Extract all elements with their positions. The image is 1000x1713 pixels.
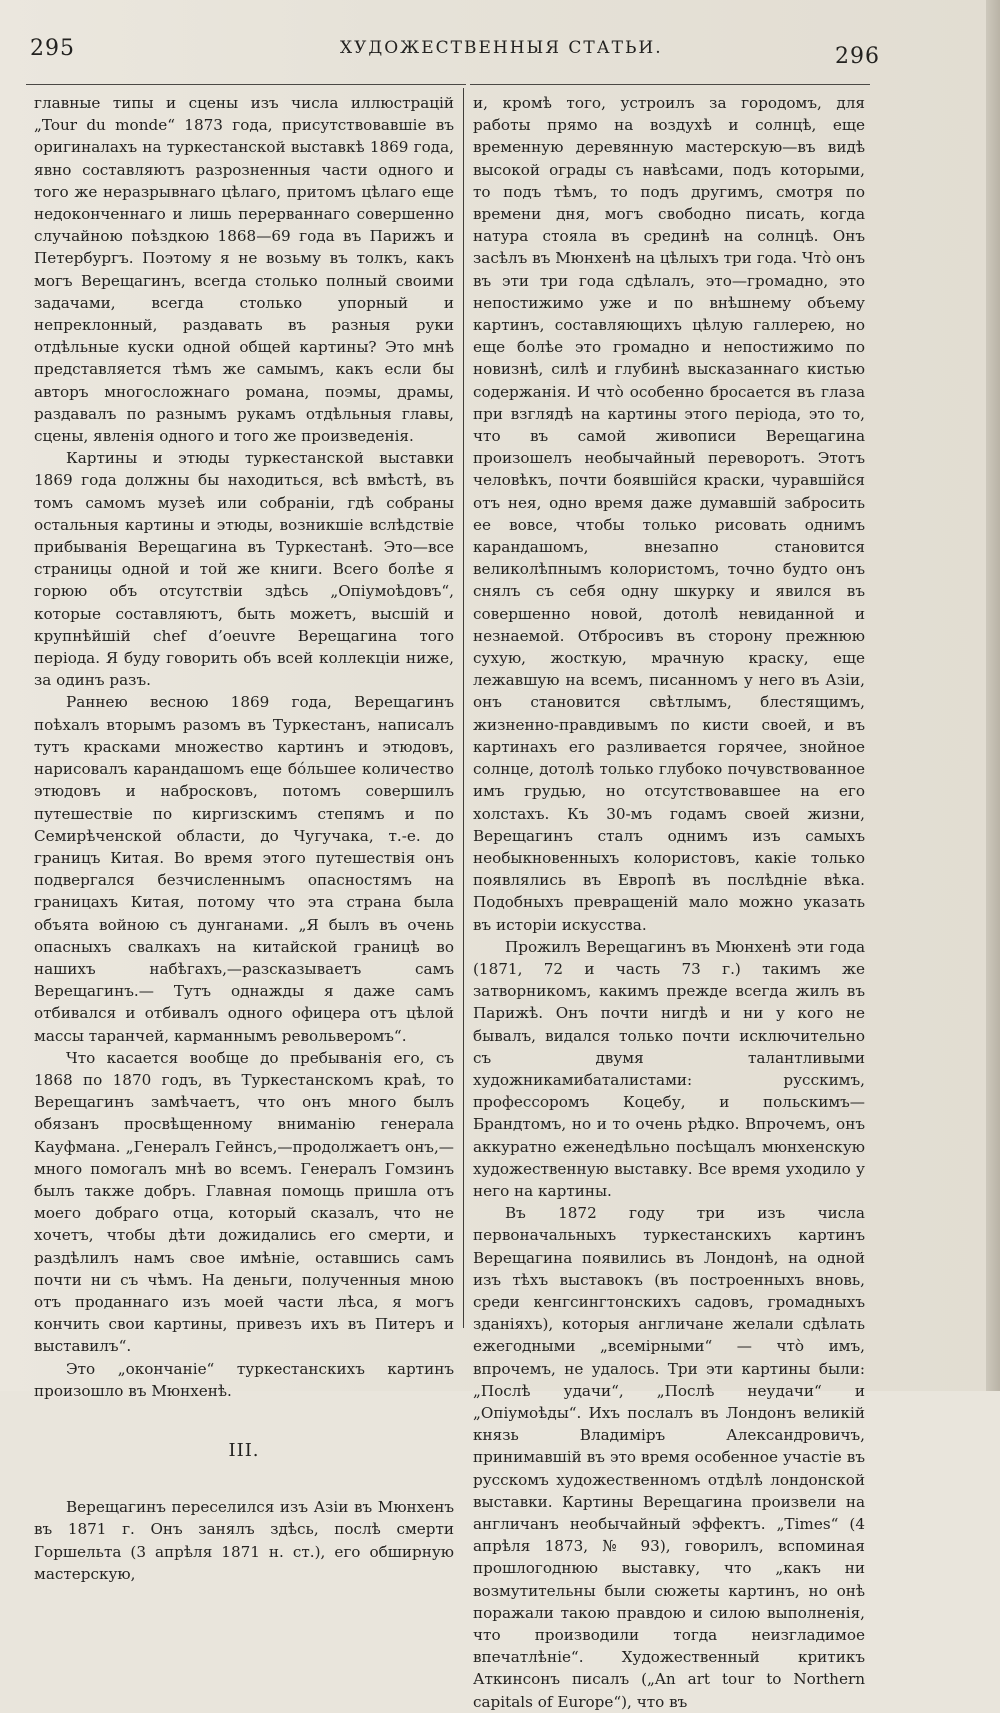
paragraph: Это „окончаніе“ туркестанскихъ картинъ произошло въ Мюнхенѣ. [34, 1359, 454, 1400]
paragraph: Верещагинъ переселился изъ Азіи въ Мюнхенъ въ 1871 г. Онъ занялъ здѣсь, послѣ смерти Горшельта (3 апрѣля 1871 н. ст.), его обширную мастерскую, [34, 1498, 454, 1583]
paragraph: Раннею весною 1869 года, Верещагинъ поѣхалъ вторымъ разомъ въ Туркестанъ, написалъ тутъ красками множество картинъ и этюдовъ, нарисовалъ карандашомъ еще бóльшее количество этюдовъ и набросковъ, потомъ совершилъ путешествіе по киргизскимъ степямъ и по Семирѣченской области, до Чугучака, т.-е. до границъ Китая. Во время этого путешествія онъ подвергался безчисленнымъ опасностямъ на границахъ Китая, потому что эта страна была объята войною съ дунганами. „Я былъ въ очень опасныхъ свалкахъ на китайской границѣ во нашихъ набѣгахъ,—разсказываетъ самъ Верещагинъ.— Тутъ однажды я даже самъ отбивался и отбивалъ одного офицера отъ цѣлой массы таранчей, карманнымъ револьверомъ“. [34, 693, 454, 1045]
header-rule-left [26, 84, 466, 85]
paragraph: главные типы и сцены изъ числа иллюстрацій „Tour du monde“ 1873 года, присутствовавшіе въ оригиналахъ на туркестанской выставкѣ 1869 года, явно составляютъ разрозненныя части одного и того же неразрывнаго цѣлаго, притомъ цѣлаго еще недоконченнаго и лишь перерваннаго совершенно случайною поѣздкою 1868—69 года въ Парижъ и Петербургъ. Поэтому я не возьму въ толкъ, какъ могъ Верещагинъ, всегда столько полный своими задачами, всегда столько упорный и непреклонный, раздавать въ разныя руки отдѣльные куски одной общей картины? Это мнѣ представляется тѣмъ же самымъ, какъ если бы авторъ многосложнаго романа, поэмы, драмы, раздавалъ по разнымъ рукамъ отдѣльныя главы, сцены, явленія одного и того же произведенія. [34, 94, 454, 446]
page-edge [986, 0, 1000, 1391]
running-title: ХУДОЖЕСТВЕННЫЯ СТАТЬИ. [340, 38, 663, 58]
section-heading: III. [228, 1439, 260, 1461]
page-number-right: 296 [835, 44, 880, 69]
left-column [34, 92, 454, 1585]
right-column [473, 92, 865, 1713]
paragraph: Въ 1872 году три изъ числа первоначальныхъ туркестанскихъ картинъ Верещагина появились въ Лондонѣ, на одной изъ тѣхъ выставокъ (въ построенныхъ вновь, среди кенгсингтонскихъ садовъ, громадныхъ зданіяхъ), которыя англичане желали сдѣлать ежегодными „всемірными“ — чтò имъ, впрочемъ, не удалось. Три эти картины были: „Послѣ удачи“, „Послѣ неудачи“ и „Опіумоѣды“. Ихъ послалъ въ Лондонъ великій князь Владиміръ Александровичъ, принимавшій въ это время особенное участіе въ русскомъ художественномъ отдѣлѣ лондонской выставки. Картины Верещагина произвели на англичанъ необычайный эффектъ. „Times“ (4 апрѣля 1873, № 93), говорилъ, вспоминая прошлогоднюю выставку, что „какъ ни возмутительны были сюжеты картинъ, но онѣ поражали такою правдою и силою выполненія, что производили тогда неизгладимое впечатлѣніе“. Художественный критикъ Аткинсонъ писалъ („An art tour to Northern capitals of Europe“), что въ [473, 1204, 865, 1711]
paragraph: Картины и этюды туркестанской выставки 1869 года должны бы находиться, всѣ вмѣстѣ, въ томъ самомъ музеѣ или собраніи, гдѣ собраны остальныя картины и этюды, возникшіе вслѣдствіе прибыванія Верещагина въ Туркестанѣ. Это—все страницы одной и той же книги. Всего болѣе я горюю объ отсутствіи здѣсь „Опіумоѣдовъ“, которые составляютъ, быть можетъ, высшій и крупнѣйшій chef d’oeuvre Верещагина того періода. Я буду говорить объ всей коллекціи ниже, за одинъ разъ. [34, 449, 454, 690]
column-divider [463, 88, 464, 1328]
header-rule-right [470, 84, 870, 85]
paragraph: Прожилъ Верещагинъ въ Мюнхенѣ эти года (1871, 72 и часть 73 г.) такимъ же затворникомъ, какимъ прежде всегда жилъ въ Парижѣ. Онъ почти нигдѣ и ни у кого не бывалъ, видался только почти исключительно съ двумя талантливыми художникамибаталистами: русскимъ, профессоромъ Коцебу, и польскимъ—Брандтомъ, но и то очень рѣдко. Впрочемъ, онъ аккуратно еженедѣльно посѣщалъ мюнхенскую художественную выставку. Все время уходило у него на картины. [473, 937, 865, 1200]
page-number-left: 295 [30, 36, 75, 61]
paragraph: и, кромѣ того, устроилъ за городомъ, для работы прямо на воздухѣ и солнцѣ, еще временную деревянную мастерскую—въ видѣ высокой ограды съ навѣсами, подъ которыми, то подъ тѣмъ, то подъ другимъ, смотря по времени дня, могъ свободно писать, когда натура стояла въ срединѣ на солнцѣ. Онъ засѣлъ въ Мюнхенѣ на цѣлыхъ три года. Чтò онъ въ эти три года сдѣлалъ, это—громадно, это непостижимо уже и по внѣшнему объему картинъ, составляющихъ цѣлую галлерею, но еще болѣе это громадно и непостижимо по новизнѣ, силѣ и глубинѣ высказаннаго кистью содержанія. И чтò особенно бросается въ глаза при взглядѣ на картины этого періода, это то, что въ самой живописи Верещагина произошелъ необычайный переворотъ. Этотъ человѣкъ, почти боявшійся краски, чуравшійся отъ нея, одно время даже думавшій забросить ее вовсе, чтобы только рисовать однимъ карандашомъ, внезапно становится великолѣпнымъ колористомъ, точно будто онъ снялъ съ себя одну шкурку и явился въ совершенно новой, дотолѣ невиданной и незнаемой. Отбросивъ въ сторону прежнюю сухую, жосткую, мрачную краску, еще лежавшую на всемъ, писанномъ у него въ Азіи, онъ становится свѣтлымъ, блестящимъ, жизненно-правдивымъ по кисти своей, и въ картинахъ его разливается горячее, знойное солнце, дотолѣ только глубоко почувствованное имъ грудью, но отсутствовавшее на его холстахъ. Къ 30-мъ годамъ своей жизни, Верещагинъ сталъ однимъ изъ самыхъ необыкновенныхъ колористовъ, какіе только появлялись въ Европѣ въ послѣдніе вѣка. Подобныхъ превращеній мало можно указать въ исторіи искусства. [473, 94, 865, 934]
paragraph: Что касается вообще до пребыванія его, съ 1868 по 1870 годъ, въ Туркестанскомъ краѣ, то Верещагинъ замѣчаетъ, что онъ много былъ обязанъ просвѣщенному вниманію генерала Кауфмана. „Генералъ Гейнсъ,—продолжаетъ онъ,—много помогалъ мнѣ во всемъ. Генералъ Гомзинъ былъ также добръ. Главная помощь пришла отъ моего добраго отца, который сказалъ, что не хочетъ, чтобы дѣти дожидались его смерти, и раздѣлилъ намъ свое имѣніе, оставшись самъ почти ни съ чѣмъ. На деньги, полученныя мною отъ проданнаго изъ моей части лѣса, я могъ кончить свои картины, привезъ ихъ въ Питеръ и выставилъ“. [34, 1048, 454, 1356]
